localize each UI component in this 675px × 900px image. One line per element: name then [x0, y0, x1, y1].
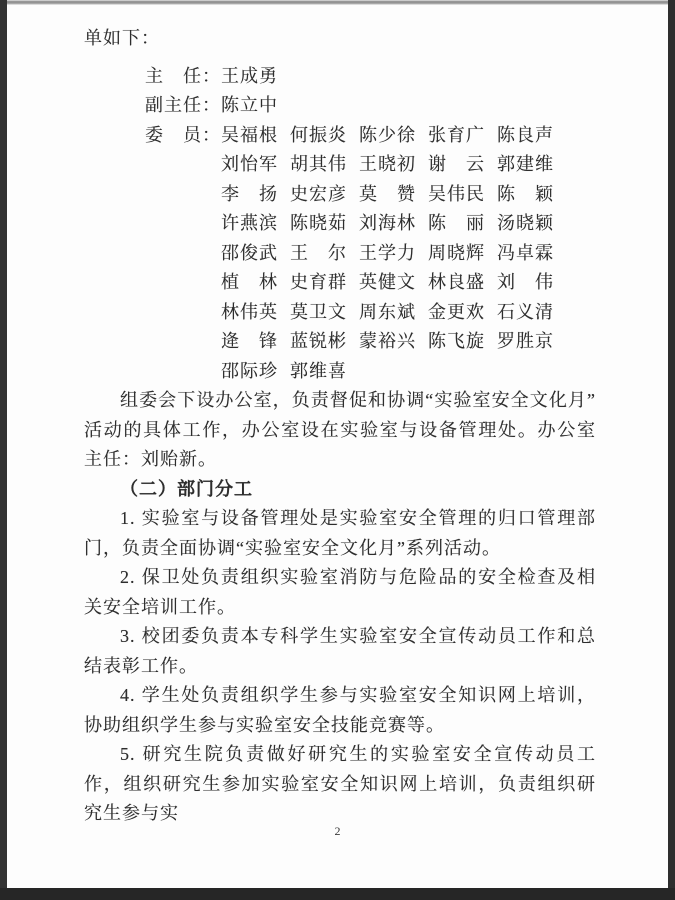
member-name: 王晓初: [359, 154, 416, 174]
member-name: 王学力: [359, 242, 416, 263]
officer-label: 副主任：: [145, 95, 221, 115]
member-name: 刘 伟: [497, 272, 554, 292]
scan-edge-right: [668, 0, 675, 900]
paragraph-item-1: 1. 实验室与设备管理处是实验室安全管理的归口管理部门，负责全面协调“实验室安全文化月”系列活动。: [84, 508, 596, 558]
member-name: 莫 赞: [359, 183, 416, 204]
member-name: 植 林: [221, 272, 278, 292]
member-name: 郭维喜: [290, 360, 347, 381]
member-name: 李 扬: [221, 183, 278, 204]
member-name: 逄 锋: [221, 331, 278, 351]
member-name: 刘海林: [359, 213, 416, 233]
officers-block: [145, 62, 596, 387]
member-name: 陈晓茹: [290, 213, 347, 233]
paragraph-item-3: 3. 校团委负责本专科学生实验室安全宣传动员工作和总结表彰工作。: [84, 626, 596, 676]
committee-row: [221, 239, 596, 269]
paragraph-item-4: 4. 学生处负责组织学生参与实验室安全知识网上培训，协助组织学生参与实验室安全技能竞赛等。: [84, 685, 596, 735]
member-name: 吴伟民: [428, 183, 485, 204]
paragraph-item-2: 2. 保卫处负责组织实验室消防与危险品的安全检查及相关安全培训工作。: [84, 567, 596, 617]
member-name: 金更欢: [428, 301, 485, 322]
intro-line: 单如下：: [84, 28, 160, 48]
committee-row: [221, 327, 596, 357]
committee-row: [221, 121, 596, 151]
member-name: 蒙裕兴: [359, 331, 416, 351]
member-name: 史育群: [290, 272, 347, 292]
member-name: 石义清: [497, 301, 554, 322]
member-name: 陈少徐: [359, 124, 416, 145]
scan-edge-top: [7, 0, 668, 5]
officer-row-director: [145, 62, 596, 92]
member-name: 陈 颖: [497, 183, 554, 204]
scan-edge-bottom: [0, 888, 675, 900]
member-name: 林良盛: [428, 272, 485, 292]
committee-rows: [221, 121, 596, 387]
committee-row: [221, 268, 596, 298]
member-name: 许燕滨: [221, 213, 278, 233]
member-name: 周晓辉: [428, 242, 485, 263]
member-name: 陈飞旋: [428, 331, 485, 351]
member-name: 胡其伟: [290, 154, 347, 174]
member-name: 邵俊武: [221, 242, 278, 263]
member-name: 谢 云: [428, 154, 485, 174]
member-name: 吴福根: [221, 124, 278, 145]
member-name: 冯卓霖: [497, 242, 554, 263]
member-name: 英健文: [359, 272, 416, 292]
member-name: 汤晓颖: [497, 213, 554, 233]
member-name: 陈 丽: [428, 213, 485, 233]
page-number: 2: [334, 824, 341, 838]
member-name: 王 尔: [290, 242, 347, 263]
scan-edge-left: [0, 0, 7, 900]
officer-name: 王成勇: [221, 65, 278, 86]
committee-label: 委 员：: [145, 124, 221, 145]
member-name: 林伟英: [221, 301, 278, 322]
member-name: 刘怡军: [221, 154, 278, 174]
officer-row-deputy: [145, 91, 596, 121]
member-name: 张育广: [428, 124, 485, 145]
officer-label: 主 任：: [145, 65, 221, 86]
member-name: 莫卫文: [290, 301, 347, 322]
member-name: 罗胜京: [497, 331, 554, 351]
document-body: [84, 24, 596, 829]
committee-row: [221, 150, 596, 180]
committee-row: [221, 357, 596, 387]
committee-row: [221, 209, 596, 239]
member-name: 郭建维: [497, 154, 554, 174]
member-name: 邵际珍: [221, 360, 278, 381]
member-name: 史宏彦: [290, 183, 347, 204]
section-heading: （二）部门分工: [120, 478, 253, 499]
committee-row: [221, 180, 596, 210]
member-name: 周东斌: [359, 301, 416, 322]
member-name: 陈良声: [497, 124, 554, 145]
committee-row: [221, 298, 596, 328]
member-name: 蓝锐彬: [290, 331, 347, 351]
paragraph-office: 组委会下设办公室，负责督促和协调“实验室安全文化月”活动的具体工作，办公室设在实验室与设备管理处。办公室主任：刘贻新。: [84, 390, 596, 469]
paragraph-item-5: 5. 研究生院负责做好研究生的实验室安全宣传动员工作，组织研究生参加实验室安全知识网上培训，负责组织研究生参与实: [84, 744, 596, 823]
officer-name: 陈立中: [221, 95, 278, 115]
member-name: 何振炎: [290, 124, 347, 145]
committee-block: [145, 121, 596, 387]
